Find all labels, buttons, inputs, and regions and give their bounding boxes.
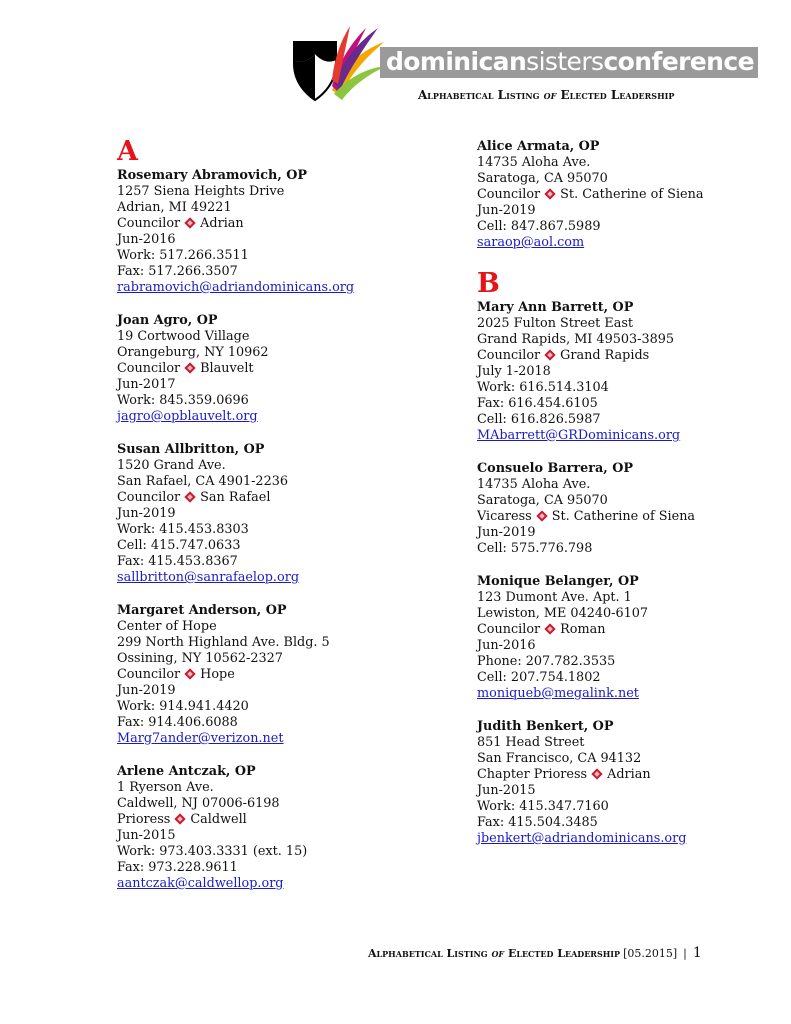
congregation-name: Hope	[200, 667, 235, 682]
address-line: 1 Ryerson Ave.	[117, 780, 214, 795]
contact-line: Fax: 415.453.8367	[117, 554, 238, 569]
leader-entry	[117, 603, 447, 747]
contact-line: Work: 415.453.8303	[117, 522, 249, 537]
diamond-bullet-icon	[175, 813, 186, 824]
address-line: Orangeburg, NY 10962	[117, 345, 269, 360]
role-title: Councilor	[477, 348, 541, 363]
contact-line: Work: 616.514.3104	[477, 380, 609, 395]
leader-entry	[477, 300, 791, 444]
contact-line: Jun-2016	[477, 638, 536, 653]
contact-line: Phone: 207.782.3535	[477, 654, 616, 669]
contact-line: July 1-2018	[477, 364, 551, 379]
congregation-name: Caldwell	[190, 812, 247, 827]
contact-line: Cell: 575.776.798	[477, 541, 593, 556]
role-title: Chapter Prioress	[477, 767, 588, 782]
leader-name: Judith Benkert, OP	[477, 719, 614, 734]
address-line: 14735 Aloha Ave.	[477, 155, 591, 170]
leader-name: Joan Agro, OP	[117, 313, 218, 328]
footer-separator: |	[683, 947, 687, 960]
address-line: San Francisco, CA 94132	[477, 751, 642, 766]
address-line: 2025 Fulton Street East	[477, 316, 634, 331]
leader-entry	[477, 574, 791, 702]
diamond-bullet-icon	[184, 491, 195, 502]
page-header	[0, 0, 791, 110]
leader-entry	[477, 461, 791, 557]
contact-line: Cell: 847.867.5989	[477, 219, 601, 234]
email-line	[477, 235, 791, 251]
diamond-bullet-icon	[184, 668, 195, 679]
page-number: 1	[692, 945, 702, 961]
leader-entry	[117, 168, 447, 296]
leader-entry	[117, 313, 447, 425]
role-line	[117, 812, 447, 828]
role-title: Councilor	[117, 667, 181, 682]
contact-line: Jun-2019	[477, 203, 536, 218]
address-line: 851 Head Street	[477, 735, 585, 750]
contact-line: Jun-2015	[117, 828, 176, 843]
diamond-bullet-icon	[536, 510, 547, 521]
contact-line: Cell: 616.826.5987	[477, 412, 601, 427]
right-column	[477, 139, 791, 864]
leader-name: Consuelo Barrera, OP	[477, 461, 633, 476]
footer-date: [05.2015]	[623, 947, 678, 960]
contact-line: Jun-2017	[117, 377, 176, 392]
email-link[interactable]: jbenkert@adriandominicans.org	[477, 831, 687, 846]
contact-line: Work: 973.403.3331 (ext. 15)	[117, 844, 308, 859]
contact-line: Fax: 415.504.3485	[477, 815, 598, 830]
diamond-bullet-icon	[184, 217, 195, 228]
congregation-name: St. Catherine of Siena	[551, 509, 696, 524]
contact-line: Fax: 517.266.3507	[117, 264, 238, 279]
congregation-name: Blauvelt	[200, 361, 254, 376]
leader-entry	[477, 719, 791, 847]
email-link[interactable]: MAbarrett@GRDominicans.org	[477, 428, 681, 443]
email-line	[117, 409, 447, 425]
conference-shield-logo-icon	[288, 20, 388, 102]
email-line	[117, 280, 447, 296]
email-link[interactable]: Marg7ander@verizon.net	[117, 731, 284, 746]
role-line	[477, 187, 791, 203]
section-letter: A	[117, 136, 138, 167]
contact-line: Work: 914.941.4420	[117, 699, 249, 714]
leader-entry	[117, 442, 447, 586]
brand-wordmark: dominicansistersconference	[386, 47, 754, 76]
contact-line: Work: 845.359.0696	[117, 393, 249, 408]
address-line: 1520 Grand Ave.	[117, 458, 226, 473]
role-line	[477, 348, 791, 364]
email-line	[117, 876, 447, 892]
email-line	[477, 428, 791, 444]
congregation-name: Roman	[560, 622, 606, 637]
congregation-name: St. Catherine of Siena	[560, 187, 704, 202]
congregation-name: Adrian	[200, 216, 244, 231]
address-line: Adrian, MI 49221	[117, 200, 232, 215]
footer-title: Alphabetical Listing of Elected Leadership	[368, 947, 621, 960]
leader-name: Susan Allbritton, OP	[117, 442, 265, 457]
address-line: Caldwell, NJ 07006-6198	[117, 796, 280, 811]
address-line: 14735 Aloha Ave.	[477, 477, 591, 492]
email-link[interactable]: sallbritton@sanrafaelop.org	[117, 570, 300, 585]
address-line: Saratoga, CA 95070	[477, 493, 608, 508]
contact-line: Jun-2016	[117, 232, 176, 247]
leader-name: Monique Belanger, OP	[477, 574, 639, 589]
role-title: Vicaress	[477, 509, 532, 524]
leader-name: Margaret Anderson, OP	[117, 603, 287, 618]
address-line: Lewiston, ME 04240-6107	[477, 606, 649, 621]
address-line: Ossining, NY 10562-2327	[117, 651, 283, 666]
role-title: Councilor	[117, 490, 181, 505]
contact-line: Jun-2019	[117, 683, 176, 698]
role-line	[117, 216, 447, 232]
address-line: Grand Rapids, MI 49503-3895	[477, 332, 675, 347]
address-line: San Rafael, CA 4901-2236	[117, 474, 288, 489]
page-footer	[368, 945, 702, 961]
address-line: Saratoga, CA 95070	[477, 171, 608, 186]
leader-name: Rosemary Abramovich, OP	[117, 168, 308, 183]
role-title: Councilor	[117, 361, 181, 376]
diamond-bullet-icon	[591, 768, 602, 779]
contact-line: Work: 415.347.7160	[477, 799, 609, 814]
section-letter: B	[477, 268, 500, 299]
role-line	[117, 490, 447, 506]
email-link[interactable]: rabramovich@adriandominicans.org	[117, 280, 355, 295]
address-line: 1257 Siena Heights Drive	[117, 184, 285, 199]
email-link[interactable]: moniqueb@megalink.net	[477, 686, 639, 701]
email-link[interactable]: saraop@aol.com	[477, 235, 585, 250]
address-line: 123 Dumont Ave. Apt. 1	[477, 590, 632, 605]
leader-name: Arlene Antczak, OP	[117, 764, 256, 779]
email-line	[117, 731, 447, 747]
contact-line: Work: 517.266.3511	[117, 248, 249, 263]
address-line: 19 Cortwood Village	[117, 329, 250, 344]
address-line: Center of Hope	[117, 619, 217, 634]
contact-line: Jun-2019	[117, 506, 176, 521]
role-title: Prioress	[117, 812, 171, 827]
leader-entry	[477, 139, 791, 251]
leader-entry	[117, 764, 447, 892]
role-title: Councilor	[477, 187, 541, 202]
diamond-bullet-icon	[184, 362, 195, 373]
diamond-bullet-icon	[544, 188, 555, 199]
role-line	[477, 622, 791, 638]
role-line	[117, 361, 447, 377]
contact-line: Jun-2015	[477, 783, 536, 798]
email-line	[477, 686, 791, 702]
diamond-bullet-icon	[544, 623, 555, 634]
leader-name: Mary Ann Barrett, OP	[477, 300, 634, 315]
email-line	[117, 570, 447, 586]
contact-line: Cell: 207.754.1802	[477, 670, 601, 685]
address-line: 299 North Highland Ave. Bldg. 5	[117, 635, 330, 650]
congregation-name: San Rafael	[200, 490, 271, 505]
role-line	[477, 767, 791, 783]
contact-line: Fax: 973.228.9611	[117, 860, 238, 875]
role-line	[117, 667, 447, 683]
congregation-name: Grand Rapids	[560, 348, 650, 363]
diamond-bullet-icon	[544, 349, 555, 360]
contact-line: Cell: 415.747.0633	[117, 538, 241, 553]
role-title: Councilor	[117, 216, 181, 231]
email-line	[477, 831, 791, 847]
document-subtitle: Alphabetical Listing of Elected Leadership	[418, 88, 675, 102]
role-line	[477, 509, 791, 525]
role-title: Councilor	[477, 622, 541, 637]
congregation-name: Adrian	[607, 767, 651, 782]
email-link[interactable]: jagro@opblauvelt.org	[117, 409, 258, 424]
contact-line: Fax: 616.454.6105	[477, 396, 598, 411]
email-link[interactable]: aantczak@caldwellop.org	[117, 876, 284, 891]
contact-line: Fax: 914.406.6088	[117, 715, 238, 730]
left-column	[117, 136, 447, 909]
leader-name: Alice Armata, OP	[477, 139, 600, 154]
contact-line: Jun-2019	[477, 525, 536, 540]
